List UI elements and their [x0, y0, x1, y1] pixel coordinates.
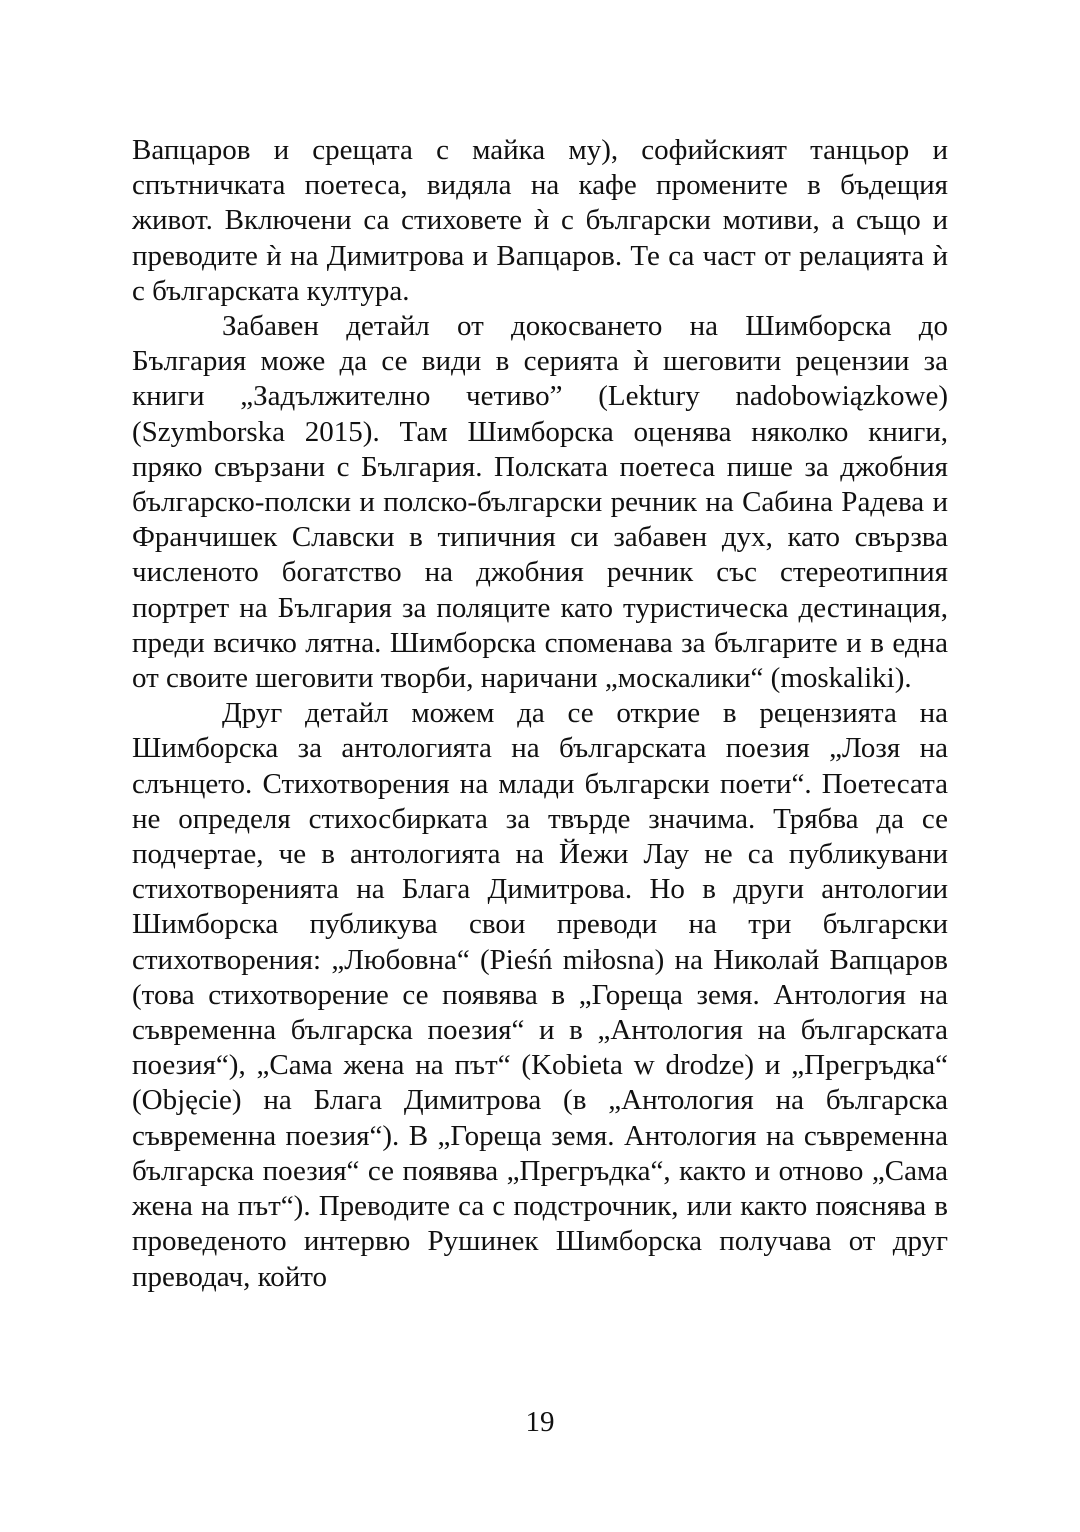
page-number: 19	[525, 1406, 555, 1438]
body-text	[132, 133, 948, 1295]
paragraph-szymborska-reviews: Забавен детайл от докосването на Шимборска до България може да се види в серията ѝ шеговити рецензии за книги „Задължително четиво” (Lektury nadobowiązkowe) (Szymborska 2015). Там Шимборска оценява няколко книги, пряко свързани с България. Полската поетеса пише за джобния българско-полски и полско-български речник на Сабина Радева и Франчишек Славски в типичния си забавен дух, като свързва численото богатство на джобния речник със стереотипния портрет на България за поляците като туристическа дестинация, преди всичко лятна. Шимборска споменава за българите и в една от своите шеговити творби, наричани „москалики“ (moskaliki).	[132, 310, 948, 695]
paragraph-continued: Вапцаров и срещата с майка му), софийският танцьор и спътничката поетеса, видяла на кафе промените в бъдещия живот. Включени са стиховете ѝ с български мотиви, а също и преводите ѝ на Димитрова и Вапцаров. Те са част от релацията ѝ с българската култура.	[132, 134, 948, 307]
paragraph-anthology: Друг детайл можем да се открие в рецензията на Шимборска за антологията на българската поезия „Лозя на слънцето. Стихотворения на млади български поети“. Поетесата не определя стихосбирката за твърде значима. Трябва да се подчертае, че в антологията на Йежи Лау не са публикувани стихотворенията на Блага Димитрова. Но в други антологии Шимборска публикува свои преводи на три български стихотворения: „Любовна“ (Pieśń miłosna) на Николай Вапцаров (това стихотворение се появява в „Гореща земя. Антология на съвременна българска поезия“ и в „Антология на българската поезия“), „Сама жена на път“ (Kobieta w drodze) и „Прегръдка“ (Objęcie) на Блага Димитрова (в „Антология на българска съвременна поезия“). В „Гореща земя. Антология на съвременна българска поезия“ се появява „Прегръдка“, както и отново „Сама жена на път“). Преводите са с подстрочник, или както пояснява в проведеното интервю Рушинек Шимборска получава от друг преводач, който	[132, 697, 948, 1293]
